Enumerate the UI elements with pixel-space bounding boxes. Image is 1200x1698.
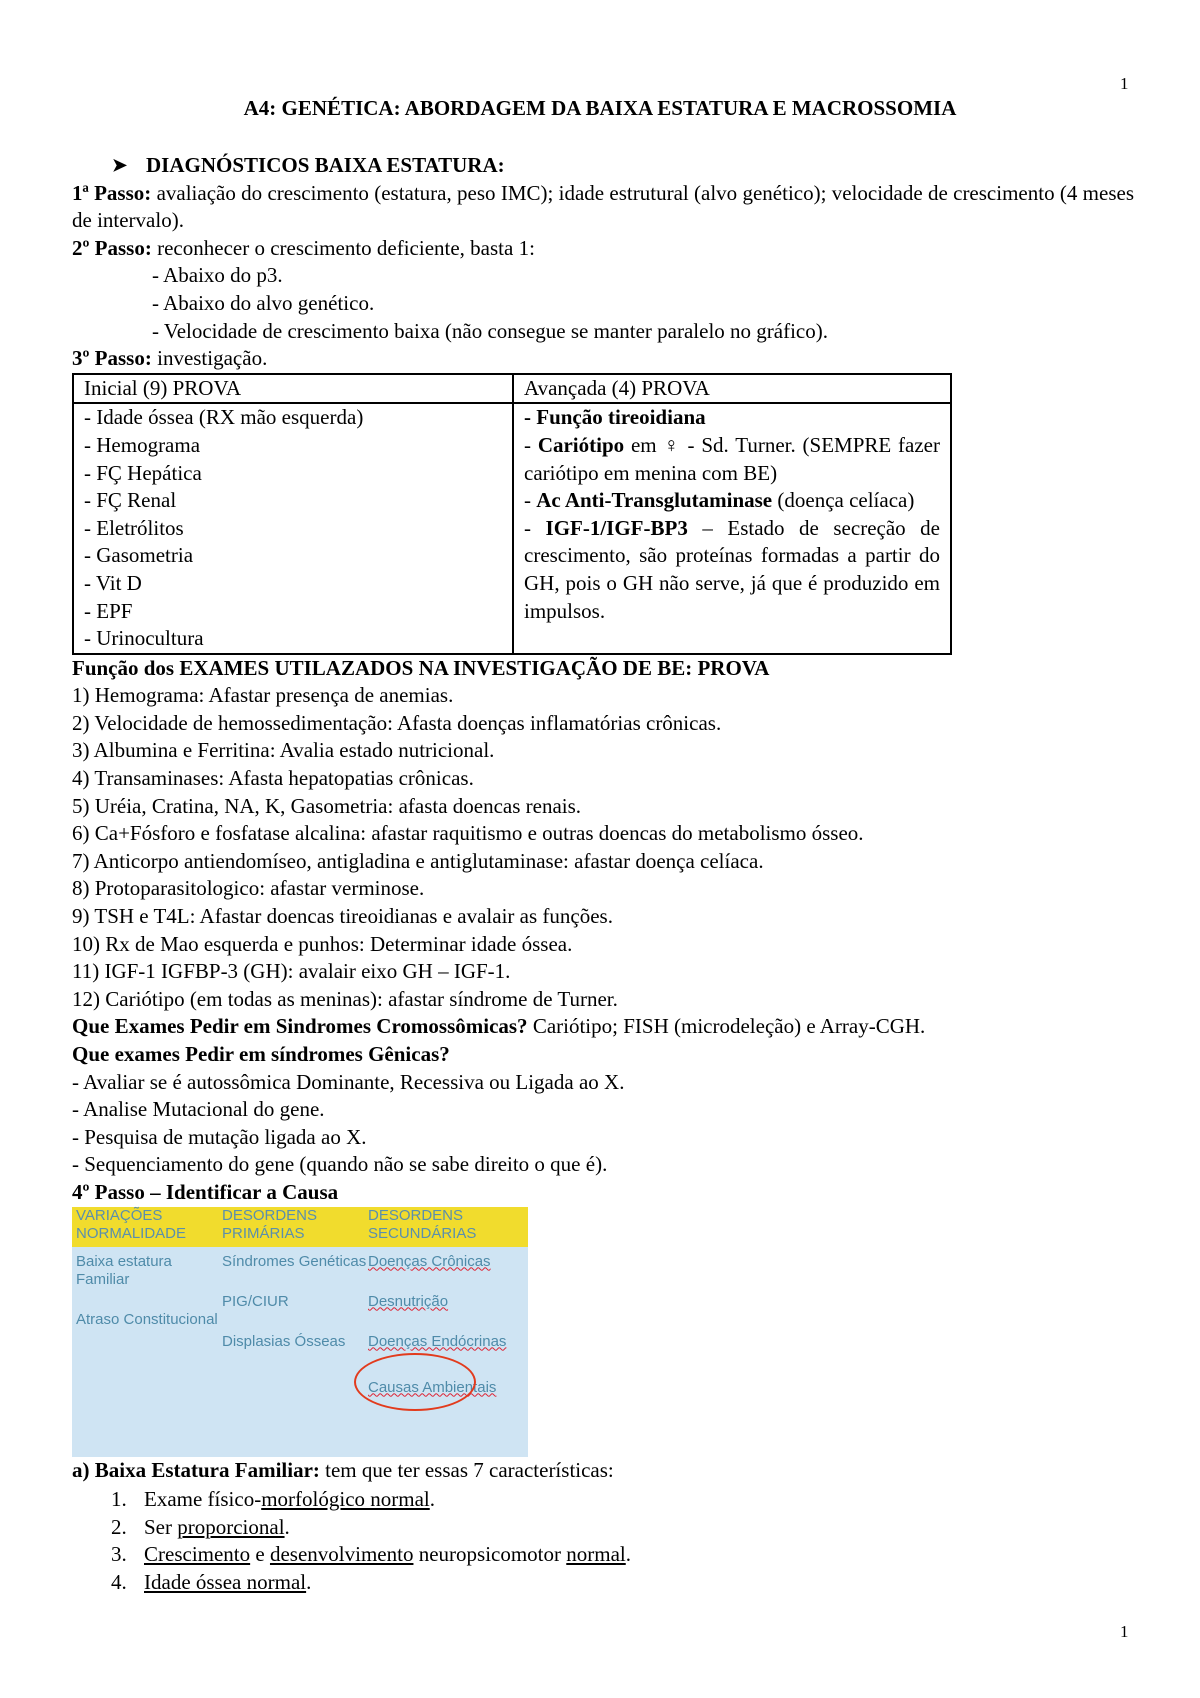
causa-item: Desnutrição (368, 1292, 449, 1310)
list-item (132, 1514, 1134, 1542)
causa-header: VARIAÇÕES NORMALIDADE (76, 1206, 187, 1242)
exame-line: 9) TSH e T4L: Afastar doencas tireoidianas e avalair as funções. (72, 904, 613, 929)
cromossomicas (72, 1013, 1134, 1041)
passo-2 (72, 235, 1134, 263)
passo-2-label: 2º Passo: (72, 235, 152, 260)
igf-text: – Estado de secreção de crescimento, são proteínas formadas a partir do GH, pois o GH não serve, já que é produzido em impulsos. (524, 515, 940, 623)
causa-item: Doenças Endócrinas (368, 1332, 507, 1350)
familiar-label: a) Baixa Estatura Familiar: (72, 1457, 320, 1482)
exam-item-tireoidiana: - Função tireoidiana (524, 405, 706, 430)
causa-item: Baixa estatura Familiar (76, 1252, 172, 1288)
exame-line: 5) Uréia, Cratina, NA, K, Gasometria: afasta doencas renais. (72, 793, 582, 818)
causa-item: Causas Ambientais (368, 1378, 497, 1396)
passo-1-label: 1ª Passo: (72, 180, 152, 205)
causa-item: Doenças Crônicas (368, 1252, 491, 1270)
passo-2-text: reconhecer o crescimento deficiente, basta 1: (151, 235, 535, 260)
exam-item: - Eletrólitos (84, 515, 184, 540)
causa-table-image (72, 1207, 528, 1457)
baixa-estatura-familiar (72, 1457, 1134, 1485)
exam-item: - FÇ Renal (84, 488, 177, 513)
diag-heading-text: DIAGNÓSTICOS BAIXA ESTATURA: (146, 153, 505, 177)
item-text: e (250, 1542, 270, 1567)
passo-3-text: investigação. (151, 346, 268, 371)
exam-item-igf (524, 515, 940, 625)
highlight-circle (354, 1353, 476, 1411)
item-text: Ser (144, 1514, 178, 1539)
exam-table (72, 373, 952, 655)
cariotipo-bold: Cariótipo (537, 432, 625, 457)
causa-item: Síndromes Genéticas (222, 1252, 367, 1270)
item-underline: Crescimento (144, 1542, 251, 1567)
causa-item: Displasias Ósseas (222, 1332, 346, 1350)
item-underline: Idade óssea normal (144, 1569, 307, 1594)
exame-line: 11) IGF-1 IGFBP-3 (GH): avalair eixo GH – IGF-1. (72, 959, 511, 984)
causa-item: PIG/CIUR (222, 1292, 289, 1310)
item-underline: desenvolvimento (269, 1542, 414, 1567)
list-item (132, 1541, 1134, 1569)
exame-line: 3) Albumina e Ferritina: Avalia estado nutricional. (72, 738, 495, 763)
dash: - (524, 515, 546, 540)
exam-item: - EPF (84, 598, 133, 623)
passo-2-item: - Abaixo do alvo genético. (152, 290, 375, 315)
item-underline: morfológico normal (261, 1487, 430, 1512)
causa-col-variacoes (76, 1207, 226, 1329)
item-end: . (429, 1487, 435, 1512)
exame-line: 7) Anticorpo antiendomíseo, antigladina e antiglutaminase: afastar doença celíaca. (72, 848, 764, 873)
exam-item: - FÇ Hepática (84, 460, 202, 485)
exame-line: 1) Hemograma: Afastar presença de anemias. (72, 683, 454, 708)
passo-3 (72, 345, 1134, 373)
genicas-item: - Avaliar se é autossômica Dominante, Recessiva ou Ligada ao X. (72, 1069, 625, 1094)
exam-table-header-avancada: Avançada (4) PROVA (513, 374, 951, 404)
transglutaminase-text: (doença celíaca) (772, 488, 915, 513)
passo-2-item: - Abaixo do p3. (152, 263, 283, 288)
item-text: neuropsicomotor (413, 1542, 567, 1567)
exam-item: - Gasometria (84, 543, 194, 568)
exam-item-cariotipo (524, 432, 940, 487)
genicas-item: - Pesquisa de mutação ligada ao X. (72, 1124, 367, 1149)
genicas-item: - Analise Mutacional do gene. (72, 1097, 325, 1122)
cromossomicas-answer: Cariótipo; FISH (microdeleção) e Array-CGH. (527, 1014, 926, 1039)
genicas-heading: Que exames Pedir em síndromes Gênicas? (72, 1042, 450, 1066)
exam-table-col-inicial (73, 403, 513, 653)
list-item (132, 1486, 1134, 1514)
dash: - (524, 432, 538, 457)
familiar-list (72, 1486, 1134, 1596)
page-number-top: 1 (1120, 74, 1129, 93)
exam-item-transglutaminase (524, 487, 940, 515)
exam-item: - Urinocultura (84, 626, 204, 651)
igf-bold: IGF-1/IGF-BP3 (545, 515, 688, 540)
exame-line: 6) Ca+Fósforo e fosfatase alcalina: afastar raquitismo e outras doencas do metabolismo ósseo. (72, 821, 864, 846)
exam-item: - Vit D (84, 570, 142, 595)
passo-1-text: avaliação do crescimento (estatura, peso IMC); idade estrutural (alvo genético); velocidade de crescimento (4 meses de intervalo). (72, 180, 1134, 233)
passo-2-item: - Velocidade de crescimento baixa (não consegue se manter paralelo no gráfico). (152, 318, 828, 343)
passo-4: 4º Passo – Identificar a Causa (72, 1179, 339, 1204)
causa-item: Atraso Constitucional (76, 1310, 218, 1328)
exame-line: 2) Velocidade de hemossedimentação: Afasta doenças inflamatórias crônicas. (72, 710, 722, 735)
dash: - (524, 488, 537, 513)
item-end: . (284, 1514, 290, 1539)
exame-line: 10) Rx de Mao esquerda e punhos: Determinar idade óssea. (72, 931, 573, 956)
causa-col-primarias (222, 1207, 372, 1351)
familiar-text: tem que ter essas 7 características: (319, 1457, 614, 1482)
funcao-heading: Função dos EXAMES UTILAZADOS NA INVESTIGAÇÃO DE BE: PROVA (72, 655, 770, 680)
item-text: Exame físico- (144, 1487, 262, 1512)
arrowhead-bullet-icon: ➤ (112, 155, 128, 175)
causa-header: DESORDENS PRIMÁRIAS (222, 1206, 318, 1242)
passo-1 (72, 180, 1134, 235)
item-end: . (306, 1569, 312, 1594)
transglutaminase-bold: Ac Anti-Transglutaminase (536, 488, 773, 513)
item-end: . (625, 1542, 631, 1567)
genicas-item: - Sequenciamento do gene (quando não se sabe direito o que é). (72, 1152, 608, 1177)
document-title: A4: GENÉTICA: ABORDAGEM DA BAIXA ESTATURA E MACROSSOMIA (243, 96, 957, 120)
document-body (72, 152, 1134, 1597)
cariotipo-text: em ♀ - Sd. Turner. (SEMPRE fazer cariótipo em menina com BE) (524, 432, 940, 485)
diag-heading (72, 152, 1134, 180)
exame-line: 4) Transaminases: Afasta hepatopatias crônicas. (72, 766, 474, 791)
exame-line: 12) Cariótipo (em todas as meninas): afastar síndrome de Turner. (72, 986, 618, 1011)
exam-item: - Idade óssea (RX mão esquerda) (84, 405, 364, 430)
causa-header: DESORDENS SECUNDÁRIAS (368, 1206, 477, 1242)
page-number-bottom: 1 (1120, 1622, 1129, 1641)
exam-table-col-avancada (513, 403, 951, 653)
cromossomicas-question: Que Exames Pedir em Sindromes Cromossômicas? (72, 1014, 528, 1039)
exam-table-header-inicial: Inicial (9) PROVA (73, 374, 513, 404)
item-underline: proporcional (177, 1514, 285, 1539)
list-item (132, 1569, 1134, 1597)
exame-line: 8) Protoparasitologico: afastar verminose. (72, 876, 425, 901)
exam-item: - Hemograma (84, 432, 201, 457)
item-underline: normal (566, 1542, 626, 1567)
passo-3-label: 3º Passo: (72, 346, 152, 371)
